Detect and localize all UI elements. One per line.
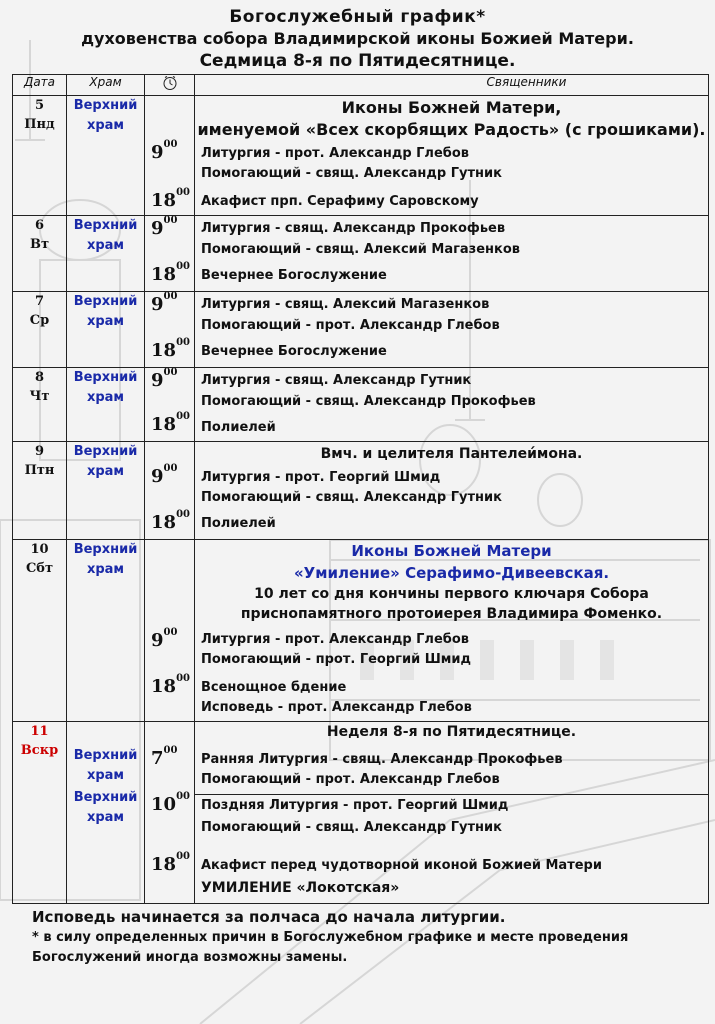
feast-title: именуемой «Всех скорбящих Радость» (с грошиками). [197, 120, 706, 139]
services-cell: Литургия - свящ. Алексий Магазенков Помогающий - прот. Александр Глебов Вечернее Богослужение [195, 292, 709, 368]
schedule-title: Богослужебный график* [229, 7, 486, 27]
temple-cell: Верхний храм Верхний храм [67, 722, 145, 904]
time-cell: $9^{00}$ $18^{00}$ [145, 540, 195, 722]
time-cell: $9^{00}$ $18^{00}$ [145, 442, 195, 540]
table-row [13, 216, 709, 292]
services-cell: Вмч. и целителя Пантелеи́мона. Литургия - прот. Георгий Шмид Помогающий - свящ. Александр Гутник Полиелей [195, 442, 709, 540]
time-cell: $9^{00}$ $18^{00}$ [145, 292, 195, 368]
schedule-header [0, 6, 715, 72]
commemoration-note: приснопамятного протоиерея Владимира Фоменко. [240, 606, 663, 622]
temple-cell: Верхний храм [67, 442, 145, 540]
week-title: Седмица 8-я по Пятидесятнице. [199, 51, 516, 71]
time-cell: $9^{00}$ $18^{00}$ [145, 216, 195, 292]
temple-cell: Верхний храм [67, 96, 145, 216]
schedule-table [12, 74, 709, 904]
time-cell: $7^{00}$ $10^{00}$ $18^{00}$ [145, 722, 195, 904]
services-cell: Литургия - свящ. Александр Прокофьев Помогающий - свящ. Алексий Магазенков Вечернее Богослужение [195, 216, 709, 292]
date-cell: 9 Птн [13, 442, 67, 540]
clock-icon [162, 75, 178, 91]
table-header-row [13, 75, 709, 96]
column-header-clergy: Священники [195, 75, 709, 96]
schedule-footer [32, 906, 628, 968]
temple-cell: Верхний храм [67, 216, 145, 292]
disclaimer-line-2: Богослужений иногда возможны замены. [32, 950, 348, 965]
column-header-temple: Храм [67, 75, 145, 96]
services-cell: Неделя 8-я по Пятидесятнице. Ранняя Литургия - свящ. Александр Прокофьев Помогающий - прот. Александр Глебов Поздняя Литургия - прот. Георгий Шмид Помогающий - свящ. Александр Гутник Акафист перед чудотворной иконой Божией Матери УМИЛЕНИЕ «Локотская» [195, 722, 709, 904]
date-cell: 5 Пнд [13, 96, 67, 216]
feast-title: Неделя 8-я по Пятидесятнице. [326, 724, 577, 740]
disclaimer-line-1: * в силу определенных причин в Богослужебном графике и месте проведения [32, 930, 629, 945]
feast-title: Иконы Божней Матери [351, 542, 552, 560]
time-cell: $9^{00}$ $18^{00}$ [145, 368, 195, 442]
column-header-date: Дата [13, 75, 67, 96]
feast-title: «Умиление» Серафимо-Дивеевская. [293, 564, 610, 582]
date-cell: 7 Ср [13, 292, 67, 368]
table-row [13, 96, 709, 216]
feast-title: Вмч. и целителя Пантелеи́мона. [320, 446, 583, 462]
feast-title: Иконы Божней Матери, [341, 98, 562, 117]
date-cell: 10 Сбт [13, 540, 67, 722]
services-cell: Иконы Божней Матери «Умиление» Серафимо-Дивеевская. 10 лет со дня кончины первого ключаря Собора приснопамятного протоиерея Владимира Фоменко. Литургия - прот. Александр Глебов Помогающий - прот. Георгий Шмид Всенощное бдение Исповедь - прот. Александр Глебов [195, 540, 709, 722]
time-cell: $9^{00}$ $18^{00}$ [145, 96, 195, 216]
date-cell: 6 Вт [13, 216, 67, 292]
temple-cell: Верхний храм [67, 540, 145, 722]
date-cell: 8 Чт [13, 368, 67, 442]
table-row [13, 292, 709, 368]
date-cell-sunday: 11 Вскр [13, 722, 67, 904]
commemoration-note: 10 лет со дня кончины первого ключаря Собора [254, 586, 649, 602]
services-cell: Иконы Божней Матери, именуемой «Всех скорбящих Радость» (с грошиками). Литургия - прот. Александр Глебов Помогающий - свящ. Александр Гутник Акафист прп. Серафиму Саровскому [195, 96, 709, 216]
column-header-time [145, 75, 195, 96]
schedule-subtitle: духовенства собора Владимирской иконы Божией Матери. [81, 29, 634, 48]
row-divider [195, 794, 708, 795]
services-cell: Литургия - свящ. Александр Гутник Помогающий - свящ. Александр Прокофьев Полиелей [195, 368, 709, 442]
table-row [13, 442, 709, 540]
temple-cell: Верхний храм [67, 292, 145, 368]
confession-note: Исповедь начинается за полчаса до начала литургии. [32, 908, 506, 926]
table-row [13, 368, 709, 442]
table-row [13, 540, 709, 722]
temple-cell: Верхний храм [67, 368, 145, 442]
table-row [13, 722, 709, 904]
